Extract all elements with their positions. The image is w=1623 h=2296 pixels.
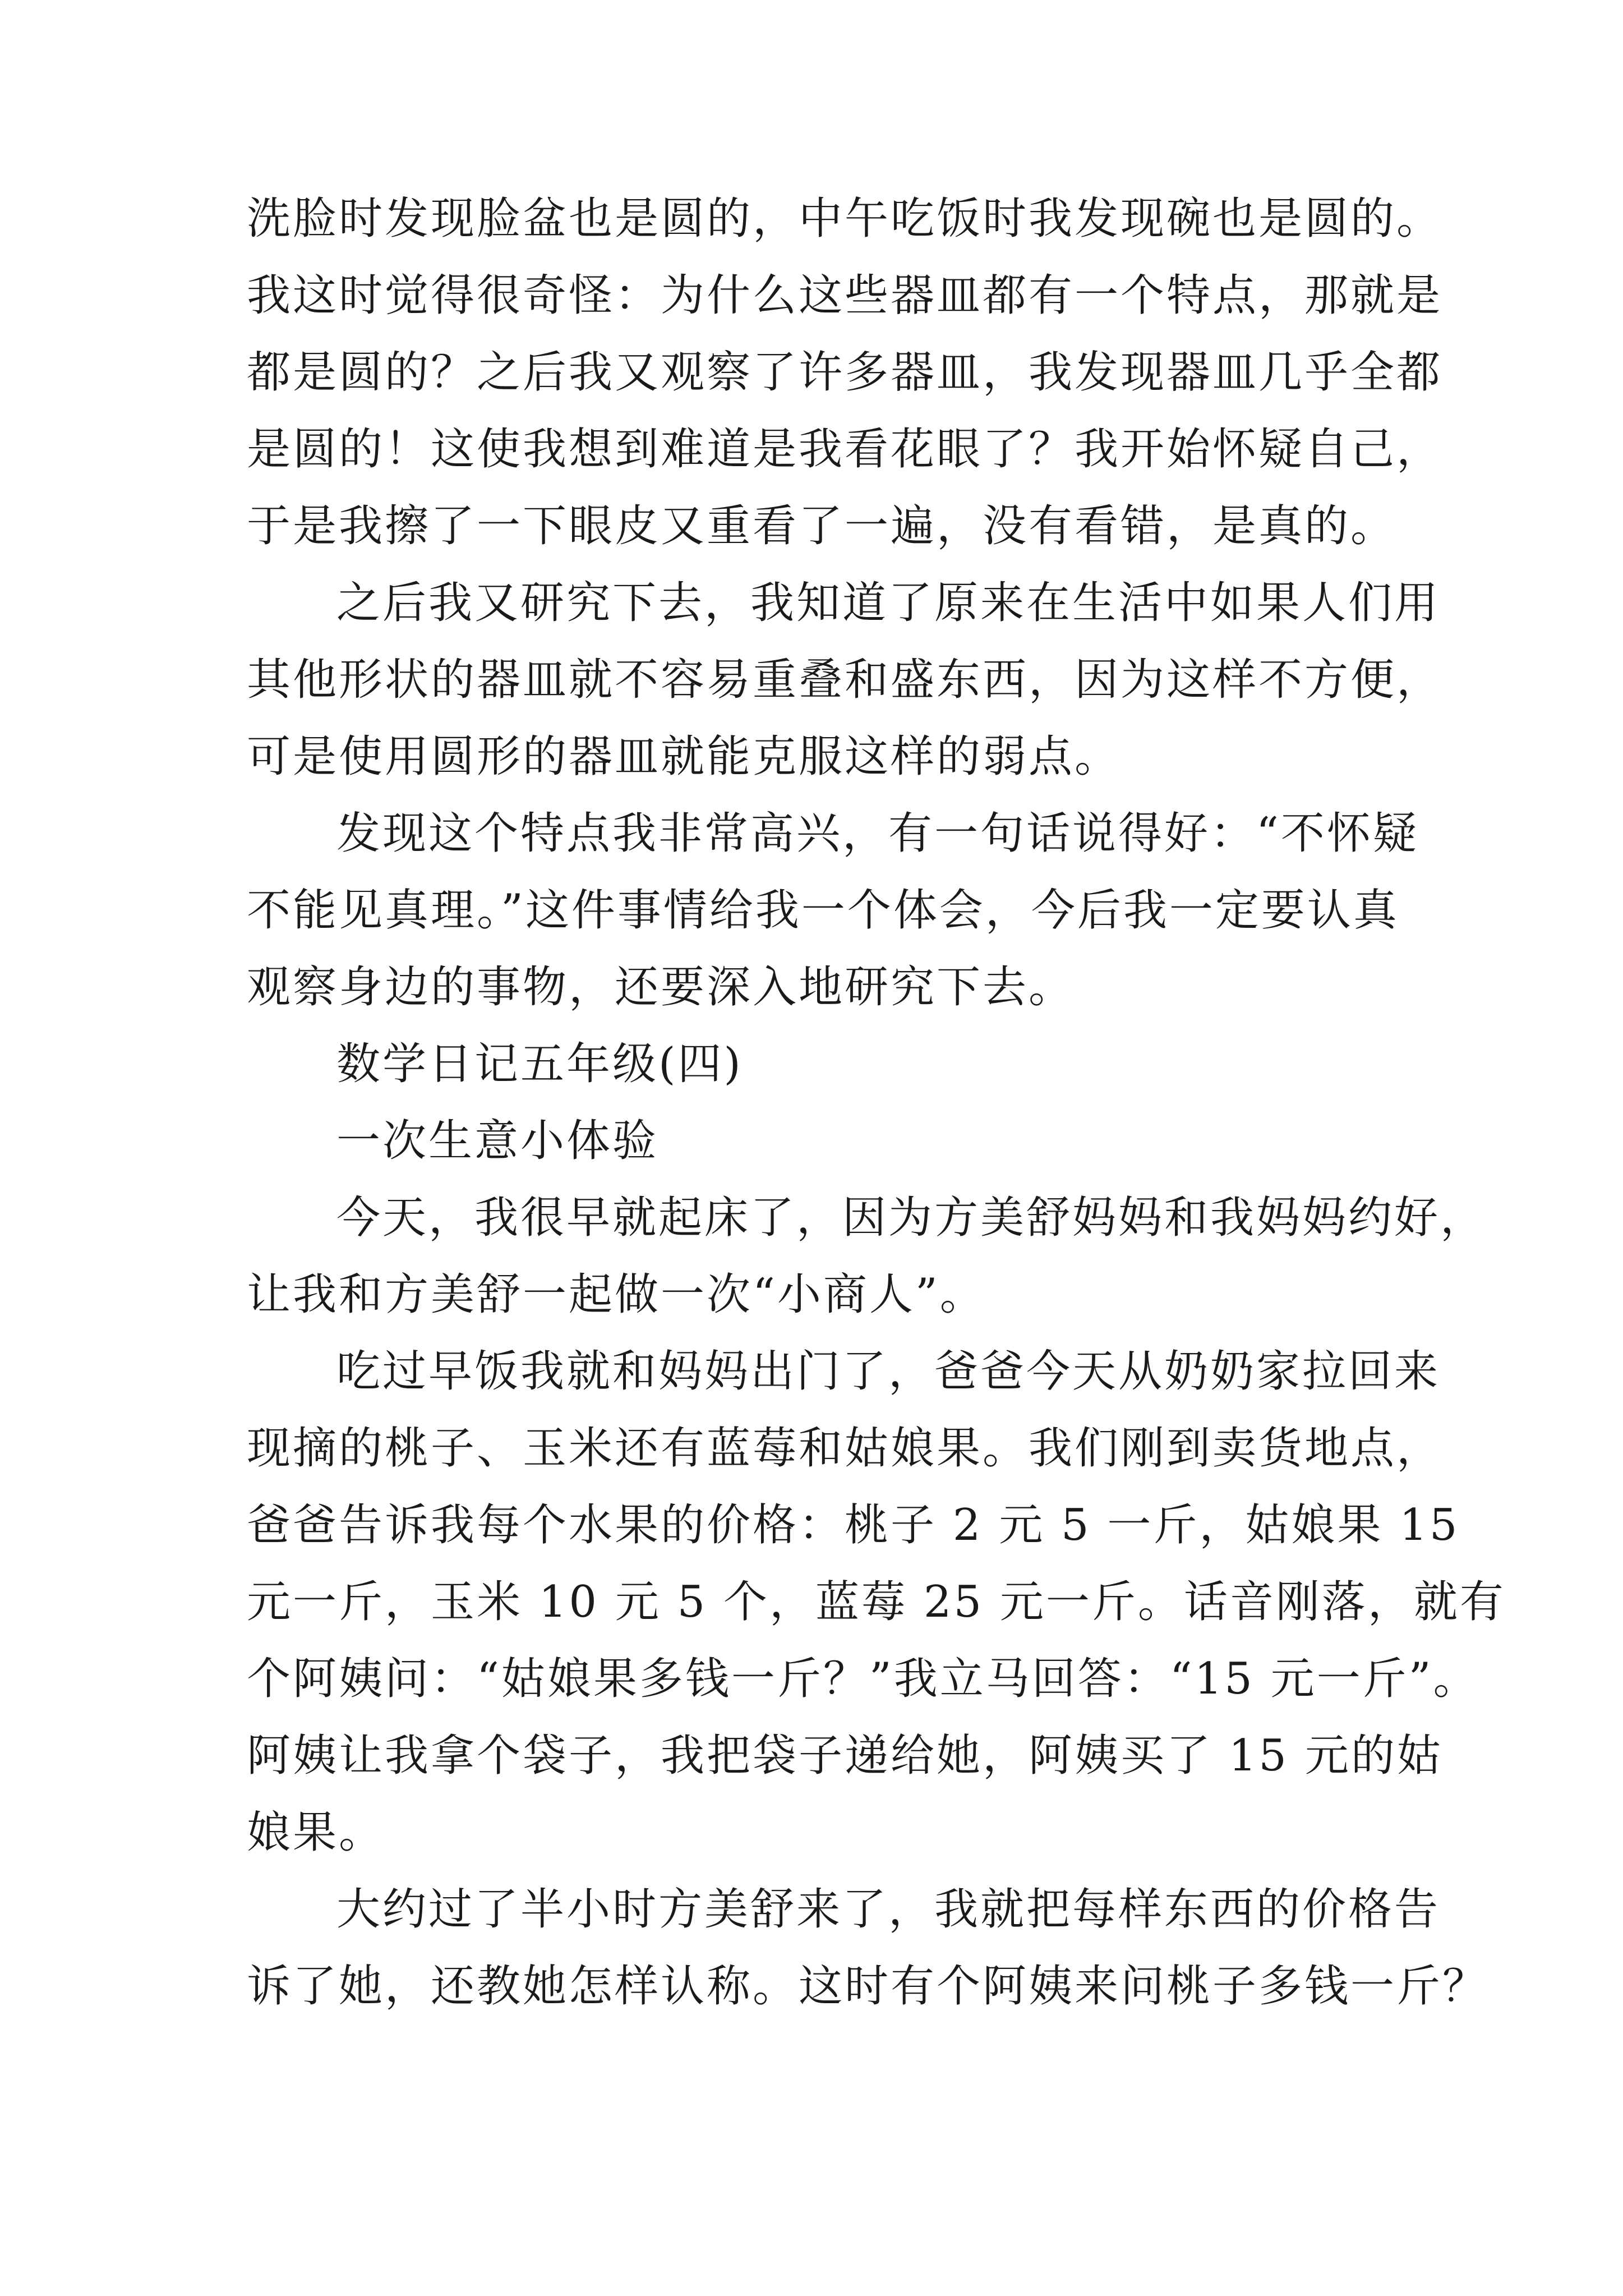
paragraph-4-line-1: 今天，我很早就起床了，因为方美舒妈妈和我妈妈约好， xyxy=(336,1193,1487,1243)
section-subtitle: 一次生意小体验 xyxy=(336,1116,659,1166)
paragraph-5-line-4: 元一斤，玉米 10 元 5 个，蓝莓 25 元一斤。话音刚落，就有 xyxy=(247,1577,1506,1627)
paragraph-5-line-3: 爸爸告诉我每个水果的价格：桃子 2 元 5 一斤，姑娘果 15 xyxy=(247,1500,1460,1550)
paragraph-3-line-1: 发现这个特点我非常高兴，有一句话说得好：“不怀疑 xyxy=(336,808,1419,859)
paragraph-3-line-3: 观察身边的事物，还要深入地研究下去。 xyxy=(247,962,1075,1013)
paragraph-2-line-2: 其他形状的器皿就不容易重叠和盛东西，因为这样不方便， xyxy=(247,655,1443,705)
text-line-5: 于是我擦了一下眼皮又重看了一遍，没有看错，是真的。 xyxy=(247,501,1397,551)
text-line-1: 洗脸时发现脸盆也是圆的，中午吃饭时我发现碗也是圆的。 xyxy=(247,194,1443,244)
paragraph-2-line-3: 可是使用圆形的器皿就能克服这样的弱点。 xyxy=(247,731,1121,782)
text-line-3: 都是圆的？之后我又观察了许多器皿，我发现器皿几乎全都 xyxy=(247,347,1443,398)
paragraph-5-line-2: 现摘的桃子、玉米还有蓝莓和姑娘果。我们刚到卖货地点， xyxy=(247,1423,1443,1474)
paragraph-5-line-5: 个阿姨问：“姑娘果多钱一斤？”我立马回答：“15 元一斤”。 xyxy=(247,1654,1479,1704)
text-line-4: 是圆的！这使我想到难道是我看花眼了？我开始怀疑自己， xyxy=(247,424,1443,475)
paragraph-3-line-2: 不能见真理。”这件事情给我一个体会，今后我一定要认真 xyxy=(247,885,1399,936)
section-heading: 数学日记五年级(四) xyxy=(336,1039,743,1089)
paragraph-5-line-1: 吃过早饭我就和妈妈出门了，爸爸今天从奶奶家拉回来 xyxy=(336,1346,1441,1397)
paragraph-2-line-1: 之后我又研究下去，我知道了原来在生活中如果人们用 xyxy=(336,578,1441,628)
text-line-2: 我这时觉得很奇怪：为什么这些器皿都有一个特点，那就是 xyxy=(247,270,1443,321)
paragraph-5-line-6: 阿姨让我拿个袋子，我把袋子递给她，阿姨买了 15 元的姑 xyxy=(247,1731,1443,1781)
paragraph-6-line-1: 大约过了半小时方美舒来了，我就把每样东西的价格告 xyxy=(336,1884,1441,1935)
paragraph-4-line-2: 让我和方美舒一起做一次“小商人”。 xyxy=(247,1269,986,1320)
paragraph-5-line-7: 娘果。 xyxy=(247,1807,385,1858)
paragraph-6-line-2: 诉了她，还教她怎样认称。这时有个阿姨来问桃子多钱一斤？ xyxy=(247,1961,1489,2012)
